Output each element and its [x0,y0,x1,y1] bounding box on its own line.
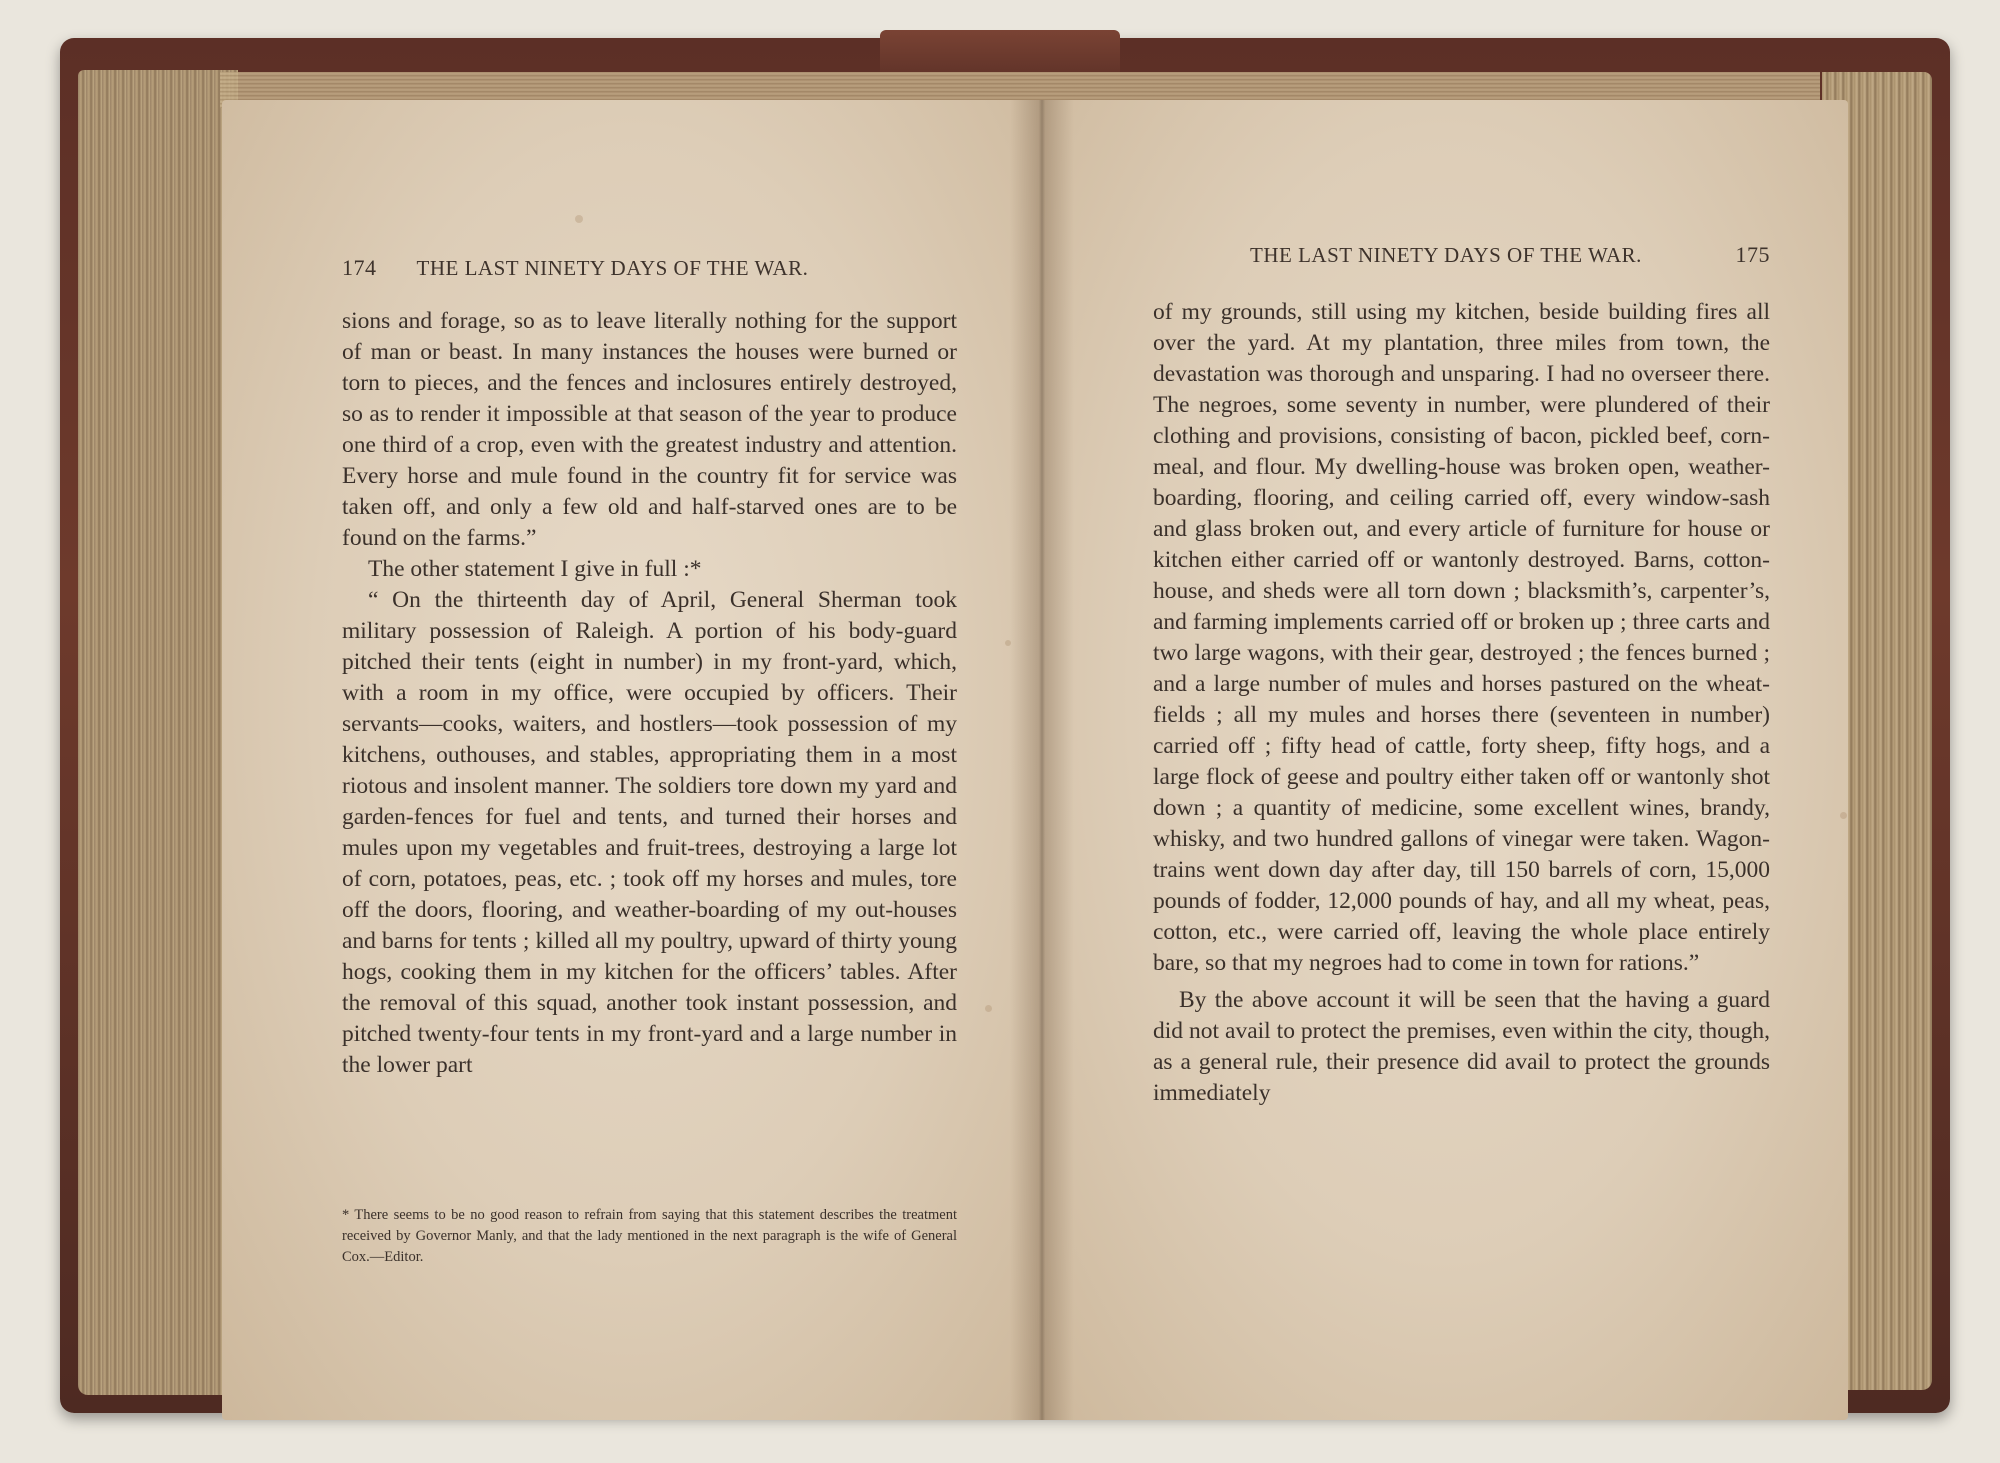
paragraph: “ On the thirteenth day of April, General Sherman took military possession of Raleigh. A portion of his body-guard pitched their tents (eight in number) in my front-yard, which, with a room in my office, were occupied by officers. Their servants—cooks, waiters, and hostlers—took possession of my kitchens, outhouses, and stables, appropriating them in a most riotous and insolent manner. The soldiers tore down my yard and garden-fences for fuel and tents, and turned their horses and mules upon my vegetables and fruit-trees, destroying a large lot of corn, potatoes, peas, etc. ; took off my horses and mules, tore off the doors, flooring, and weather-boarding of my out-houses and barns for tents ; killed all my poultry, upward of thirty young hogs, cooking them in my kitchen for the officers’ tables. After the removal of this squad, another took instant possession, and pitched twenty-four tents in my front-yard and a large number in the lower part [342,587,957,1078]
right-running-head [1250,242,1770,268]
paragraph: By the above account it will be seen that the having a guard did not avail to protect the premises, even within the city, though, as a general rule, their presence did avail to protect the grounds immediately [1153,987,1770,1106]
left-page-text [342,306,957,1081]
foxing-spot [985,1005,992,1012]
paragraph: of my grounds, still using my kitchen, beside building fires all over the yard. At my plantation, three miles from town, the devastation was thorough and unsparing. I had no overseer there. The negroes, some seventy in number, were plundered of their clothing and provisions, consisting of bacon, pickled beef, corn-meal, and flour. My dwelling-house was broken open, weather-boarding, flooring, and ceiling carried off, every window-sash and glass broken out, and every article of furniture for house or kitchen either carried off or wantonly destroyed. Barns, cotton-house, and sheds were all torn down ; blacksmith’s, carpenter’s, and farming implements carried off or broken up ; three carts and two large wagons, with their gear, destroyed ; the fences burned ; and a large number of mules and horses pastured on the wheat-fields ; all my mules and horses there (seventeen in number) carried off ; fifty head of cattle, forty sheep, fifty hogs, and a large flock of geese and poultry either taken off or wantonly shot down ; a quantity of medicine, some excellent wines, brandy, whisky, and two hundred gallons of vinegar were taken. Wagon-trains went down day after day, till 150 barrels of corn, 15,000 pounds of fodder, 12,000 pounds of hay, and all my wheat, peas, cotton, etc., were carried off, leaving the whole place entirely bare, so that my negroes had to come in town for rations.” [1153,299,1770,976]
left-running-head [342,255,872,281]
paragraph: sions and forage, so as to leave literally nothing for the support of man or beast. In many instances the houses were burned or torn to pieces, and the fences and inclosures entirely destroyed, so as to render it impossible at that season of the year to produce one third of a crop, even with the greatest industry and attention. Every horse and mule found in the country fit for service was taken off, and only a few old and half-starved ones are to be found on the farms.” [342,308,957,551]
running-head-title: THE LAST NINETY DAYS OF THE WAR. [1250,243,1642,267]
left-page-edges [78,70,238,1395]
foxing-spot [1840,812,1847,819]
page-number: 175 [1735,242,1770,267]
book-gutter [1010,100,1074,1420]
paragraph: The other statement I give in full :* [368,556,702,582]
right-page-text [1153,297,1770,1109]
footnote: * There seems to be no good reason to refrain from saying that this statement describes the treatment received by Governor Manly, and that the lady mentioned in the next paragraph is the wife of General Cox.—Editor. [342,1207,957,1265]
running-head-title: THE LAST NINETY DAYS OF THE WAR. [416,256,809,280]
foxing-spot [575,215,583,223]
foxing-spot [1005,640,1011,646]
page-number: 174 [342,255,377,280]
